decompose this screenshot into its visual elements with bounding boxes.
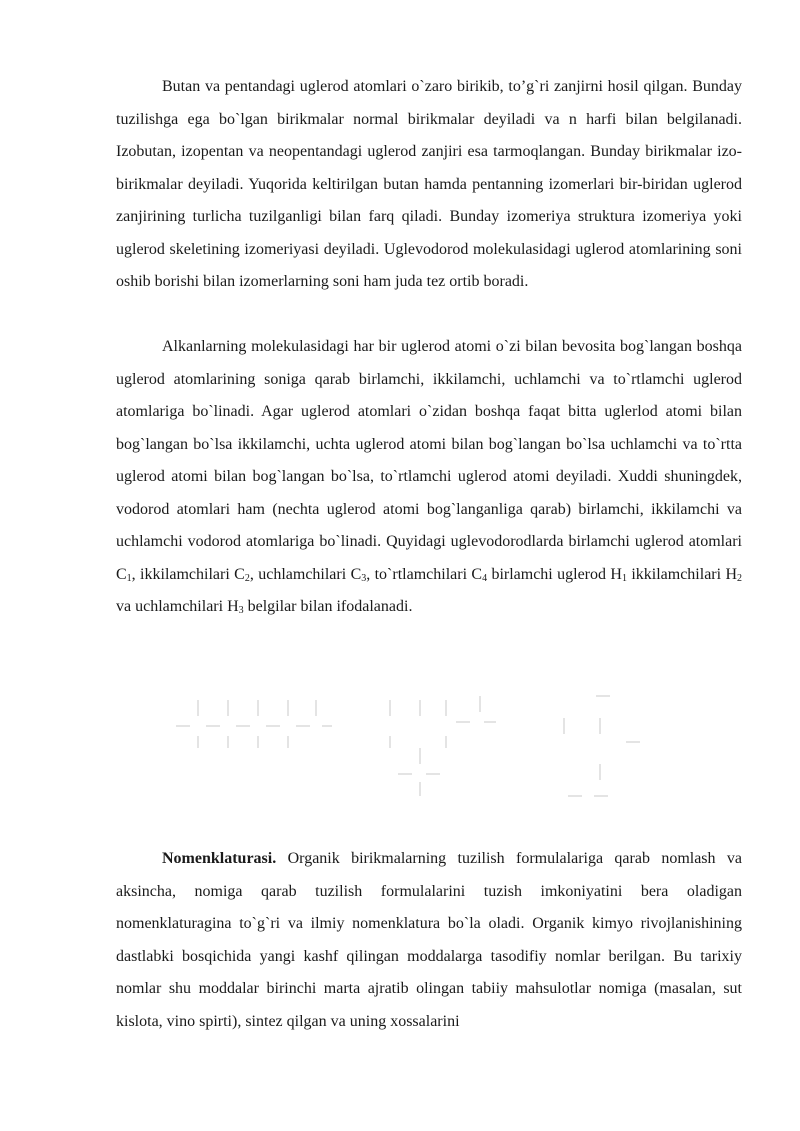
- paragraph-nomenclature: [116, 843, 742, 1038]
- symbol-c4: $C_4$: [471, 565, 488, 584]
- nomenclature-heading: Nomenklaturasi.: [162, 850, 277, 867]
- paragraph-nomenclature-text: Organik birikmalarning tuzilish formulalariga qarab nomlash va aksincha, nomiga qarab tuzilish formulalarini tuzish imkoniyatini bera oladigan nomenklaturagina to`g`ri va ilmiy nomenklatura bo`la oladi. Organik kimyo rivojlanishining dastlabki bosqichida yangi kashf qilingan moddalarga tasodifiy nomlar berilgan. Bu tarixiy nomlar shu moddalar birinchi marta ajratib olingan tabiiy mahsulotlar nomiga (masalan, sut kislota, vino spirti), sintez qilgan va uning xossalarini: [116, 850, 742, 1030]
- structural-formulas-svg: [170, 688, 650, 808]
- structural-formulas-figure: [170, 688, 650, 808]
- symbol-h1: $H_1$: [610, 565, 627, 584]
- paragraph-carbon-classes-text: Alkanlarning molekulasidagi har bir uglerod atomi o`zi bilan bevosita bog`langan boshqa uglerod atomlarining soniga qarab birlamchi, ikkilamchi, uchlamchi va to`rtlamchi uglerod atomlariga bo`linadi. Agar uglerod atomlari o`zidan boshqa faqat bitta uglerlod atomi bilan bog`langan bo`lsa ikkilamchi, uchta uglerod atomi bilan bog`langan bo`lsa uchlamchi va to`rtta uglerod atomi bilan bog`langan bo`lsa, to`rtlamchi uglerod atomi deyiladi. Xuddi shuningdek, vodorod atomlari ham (nechta uglerod atomi bog`langanliga qarab) birlamchi, ikkilamchi va uchlamchi vodorod atomlariga bo`linadi. Quyidagi uglevodorodlarda birlamchi uglerod atomlari: [116, 338, 742, 550]
- formula-quaternary-carbon: [564, 696, 640, 796]
- symbol-c1: $C_1$: [116, 565, 132, 584]
- paragraph-isomerism: [116, 71, 742, 299]
- paragraph-isomerism-text: Butan va pentandagi uglerod atomlari o`zaro birikib, to’g`ri zanjirni hosil qilgan. Bunday tuzilishga ega bo`lgan birikmalar normal birikmalar deyiladi va n harfi bilan belgilanadi. Izobutan, izopentan va neopentandagi uglerod zanjiri esa tarmoqlangan. Bunday birikmalar izo- birikmalar deyiladi. Yuqorida keltirilgan butan hamda pentanning izomerlari bir-biridan uglerod zanjirining turlicha tuzilganligi bilan farq qiladi. Bunday izomeriya struktura izomeriya yoki uglerod skeletining izomeriyasi deyiladi. Uglevodorod molekulasidagi uglerod atomlarining soni oshib borishi bilan izomerlarning soni ham juda tez ortib boradi.: [116, 78, 742, 290]
- symbol-c2: $C_2$: [234, 565, 250, 584]
- symbol-h3: $H_3$: [227, 598, 244, 616]
- paragraph-carbon-classes: Alkanlarning molekulasidagi har bir uglerod atomi o`zi bilan bevosita bog`langan boshqa uglerod atomlarining soniga qarab birlamchi, ikkilamchi, uchlamchi va to`rtlamchi uglerod atomlariga bo`linadi. Agar uglerod atomlari o`zidan boshqa faqat bitta uglerlod atomi bilan bog`langan bo`lsa ikkilamchi, uchta uglerod atomi bilan bog`langan bo`lsa uchlamchi va to`rtta uglerod atomi bilan bog`langan bo`lsa, to`rtlamchi uglerod atomi deyiladi. Xuddi shuningdek, vodorod atomlari ham (nechta uglerod atomi bog`langanliga qarab) birlamchi, ikkilamchi va uchlamchi vodorod atomlariga bo`linadi. Quyidagi uglevodorodlarda birlamchi uglerod atomlari $C_1$, ikkilamchilari $C_2$, uchlamchilari $C_3$, to`rtlamchilari $C_4$ birlamchi uglerod $H_1$ ikkilamchilari $H_2$ va uchlamchilari $H_3$ belgilar bilan ifodalanadi.: [116, 338, 742, 616]
- symbol-c3: $C_3$: [350, 565, 367, 584]
- formula-linear-chain: [176, 700, 332, 748]
- symbol-h2: $H_2$: [725, 565, 742, 584]
- formula-branched-chain: [390, 696, 496, 796]
